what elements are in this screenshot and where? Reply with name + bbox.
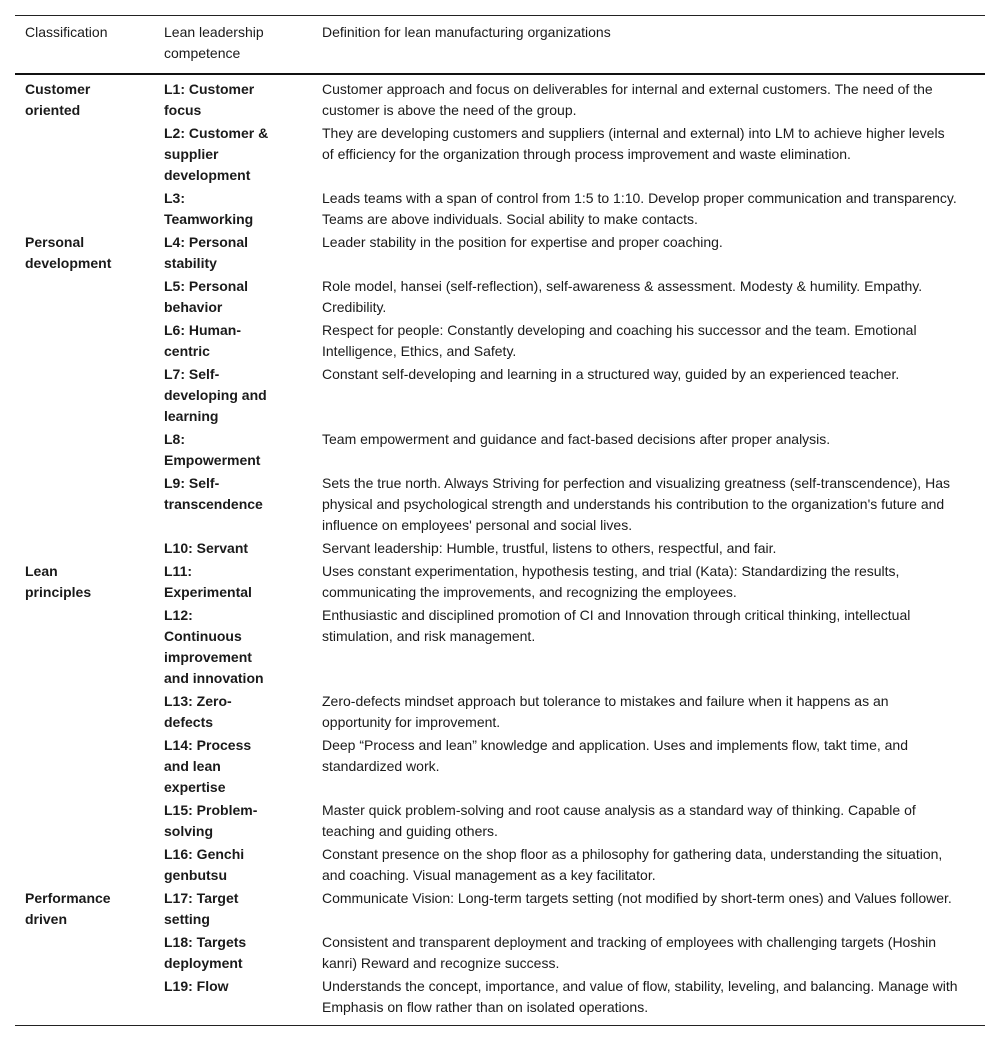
table-row [15, 122, 985, 187]
classification-cell-text: Lean principles [25, 563, 92, 600]
competence-cell [164, 604, 322, 690]
header-classification [15, 16, 164, 75]
competence-cell-text: L14: Process and lean expertise [164, 737, 252, 795]
classification-cell-text: Personal development [25, 234, 112, 271]
competence-cell-text: L2: Customer & supplier development [164, 125, 269, 183]
header-definition [322, 16, 985, 75]
competence-cell-text: L13: Zero-defects [164, 693, 232, 730]
definition-cell-text: Respect for people: Constantly developing and coaching his successor and the team. Emotional Intelligence, Ethics, and Safety. [322, 322, 917, 359]
competence-cell-text: L16: Genchi genbutsu [164, 846, 245, 883]
definition-cell-text: Sets the true north. Always Striving for perfection and visualizing greatness (self-transcendence), Has physical and psychological strength and understands his contribution to the organization's future and influence on employees' personal and social lives. [322, 475, 950, 533]
definition-cell [322, 428, 985, 472]
definition-cell [322, 975, 985, 1026]
definition-cell-text: Servant leadership: Humble, trustful, listens to others, respectful, and fair. [322, 540, 777, 556]
classification-cell [15, 122, 164, 187]
competence-cell [164, 537, 322, 560]
classification-cell [15, 319, 164, 363]
definition-cell [322, 560, 985, 604]
competence-cell-text: L18: Targets deployment [164, 934, 247, 971]
competence-cell [164, 799, 322, 843]
table-row [15, 74, 985, 122]
classification-cell [15, 74, 164, 122]
definition-cell [322, 363, 985, 428]
table-header-row [15, 16, 985, 75]
competence-cell [164, 319, 322, 363]
competence-cell [164, 975, 322, 1026]
definition-cell [322, 187, 985, 231]
classification-cell [15, 560, 164, 604]
definition-cell-text: They are developing customers and suppliers (internal and external) into LM to achieve higher levels of efficiency for the organization through process improvement and waste elimination. [322, 125, 945, 162]
competence-cell-text: L17: Target setting [164, 890, 239, 927]
header-label: Definition for lean manufacturing organizations [322, 24, 611, 40]
table-row [15, 187, 985, 231]
competence-cell [164, 931, 322, 975]
competence-cell-text: L6: Human-centric [164, 322, 241, 359]
table-row [15, 472, 985, 537]
definition-cell-text: Team empowerment and guidance and fact-based decisions after proper analysis. [322, 431, 831, 447]
competence-cell [164, 187, 322, 231]
definition-cell-text: Customer approach and focus on deliverables for internal and external customers. The need of the customer is above the need of the group. [322, 81, 933, 118]
competence-cell-text: L8: Empowerment [164, 431, 261, 468]
definition-cell [322, 690, 985, 734]
definition-cell-text: Master quick problem-solving and root cause analysis as a standard way of thinking. Capable of teaching and guiding others. [322, 802, 916, 839]
competence-cell [164, 363, 322, 428]
definition-cell [322, 231, 985, 275]
competence-cell-text: L3: Teamworking [164, 190, 254, 227]
definition-cell [322, 537, 985, 560]
definition-cell-text: Deep “Process and lean” knowledge and application. Uses and implements flow, takt time, and standardized work. [322, 737, 908, 774]
table-row [15, 690, 985, 734]
header-competence [164, 16, 322, 75]
classification-cell [15, 799, 164, 843]
definition-cell-text: Role model, hansei (self-reflection), self-awareness & assessment. Modesty & humility. Empathy. Credibility. [322, 278, 923, 315]
table-row [15, 799, 985, 843]
classification-cell [15, 690, 164, 734]
definition-cell [322, 734, 985, 799]
classification-cell [15, 734, 164, 799]
definition-cell [322, 74, 985, 122]
table-row [15, 931, 985, 975]
competence-cell-text: L1: Customer focus [164, 81, 255, 118]
table-row [15, 319, 985, 363]
definition-cell [322, 604, 985, 690]
classification-cell [15, 975, 164, 1026]
competence-cell-text: L11: Experimental [164, 563, 252, 600]
competence-cell [164, 560, 322, 604]
competence-cell [164, 74, 322, 122]
competence-cell-text: L4: Personal stability [164, 234, 249, 271]
classification-cell [15, 604, 164, 690]
classification-cell [15, 428, 164, 472]
definition-cell [322, 887, 985, 931]
competence-cell [164, 231, 322, 275]
table-row [15, 275, 985, 319]
table-row [15, 734, 985, 799]
definition-cell-text: Understands the concept, importance, and value of flow, stability, leveling, and balancing. Manage with Emphasis on flow rather than on isolated operations. [322, 978, 958, 1015]
definition-cell [322, 843, 985, 887]
classification-cell [15, 275, 164, 319]
table-row [15, 975, 985, 1026]
competence-table [15, 15, 985, 1026]
table-row [15, 843, 985, 887]
classification-cell [15, 843, 164, 887]
competence-cell [164, 428, 322, 472]
header-label: Lean leadership competence [164, 24, 264, 61]
classification-cell [15, 931, 164, 975]
competence-cell-text: L9: Self-transcendence [164, 475, 263, 512]
table-row [15, 887, 985, 931]
competence-cell [164, 122, 322, 187]
definition-cell-text: Communicate Vision: Long-term targets setting (not modified by short-term ones) and Values follower. [322, 890, 952, 906]
competence-cell [164, 734, 322, 799]
definition-cell-text: Leads teams with a span of control from 1:5 to 1:10. Develop proper communication and transparency. Teams are above individuals. Social ability to make contacts. [322, 190, 957, 227]
table-row [15, 363, 985, 428]
definition-cell [322, 319, 985, 363]
definition-cell [322, 799, 985, 843]
definition-cell [322, 275, 985, 319]
definition-cell [322, 122, 985, 187]
definition-cell-text: Consistent and transparent deployment and tracking of employees with challenging targets (Hoshin kanri) Reward and recognize success. [322, 934, 937, 971]
competence-cell-text: L19: Flow [164, 978, 229, 994]
definition-cell-text: Leader stability in the position for expertise and proper coaching. [322, 234, 723, 250]
table-row [15, 560, 985, 604]
classification-cell [15, 363, 164, 428]
table-row [15, 604, 985, 690]
competence-cell [164, 472, 322, 537]
classification-cell-text: Performance driven [25, 890, 111, 927]
definition-cell [322, 472, 985, 537]
table-row [15, 537, 985, 560]
header-label: Classification [25, 24, 108, 40]
definition-cell-text: Enthusiastic and disciplined promotion of CI and Innovation through critical thinking, intellectual stimulation, and risk management. [322, 607, 911, 644]
classification-cell [15, 537, 164, 560]
classification-cell [15, 231, 164, 275]
classification-cell [15, 472, 164, 537]
competence-cell-text: L12: Continuous improvement and innovation [164, 607, 264, 686]
competence-cell-text: L10: Servant [164, 540, 249, 556]
competence-cell [164, 275, 322, 319]
definition-cell [322, 931, 985, 975]
classification-cell [15, 187, 164, 231]
classification-cell-text: Customer oriented [25, 81, 91, 118]
competence-cell [164, 843, 322, 887]
table-row [15, 231, 985, 275]
definition-cell-text: Constant presence on the shop floor as a philosophy for gathering data, understanding the situation, and coaching. Visual management as a key facilitator. [322, 846, 943, 883]
definition-cell-text: Zero-defects mindset approach but tolerance to mistakes and failure when it happens as an opportunity for improvement. [322, 693, 889, 730]
competence-cell-text: L5: Personal behavior [164, 278, 249, 315]
table-row [15, 428, 985, 472]
definition-cell-text: Uses constant experimentation, hypothesis testing, and trial (Kata): Standardizing the results, communicating the improvements, and recognizing the employees. [322, 563, 900, 600]
competence-cell-text: L15: Problem-solving [164, 802, 258, 839]
classification-cell [15, 887, 164, 931]
competence-cell [164, 690, 322, 734]
competence-cell [164, 887, 322, 931]
definition-cell-text: Constant self-developing and learning in a structured way, guided by an experienced teacher. [322, 366, 900, 382]
competence-cell-text: L7: Self-developing and learning [164, 366, 267, 424]
